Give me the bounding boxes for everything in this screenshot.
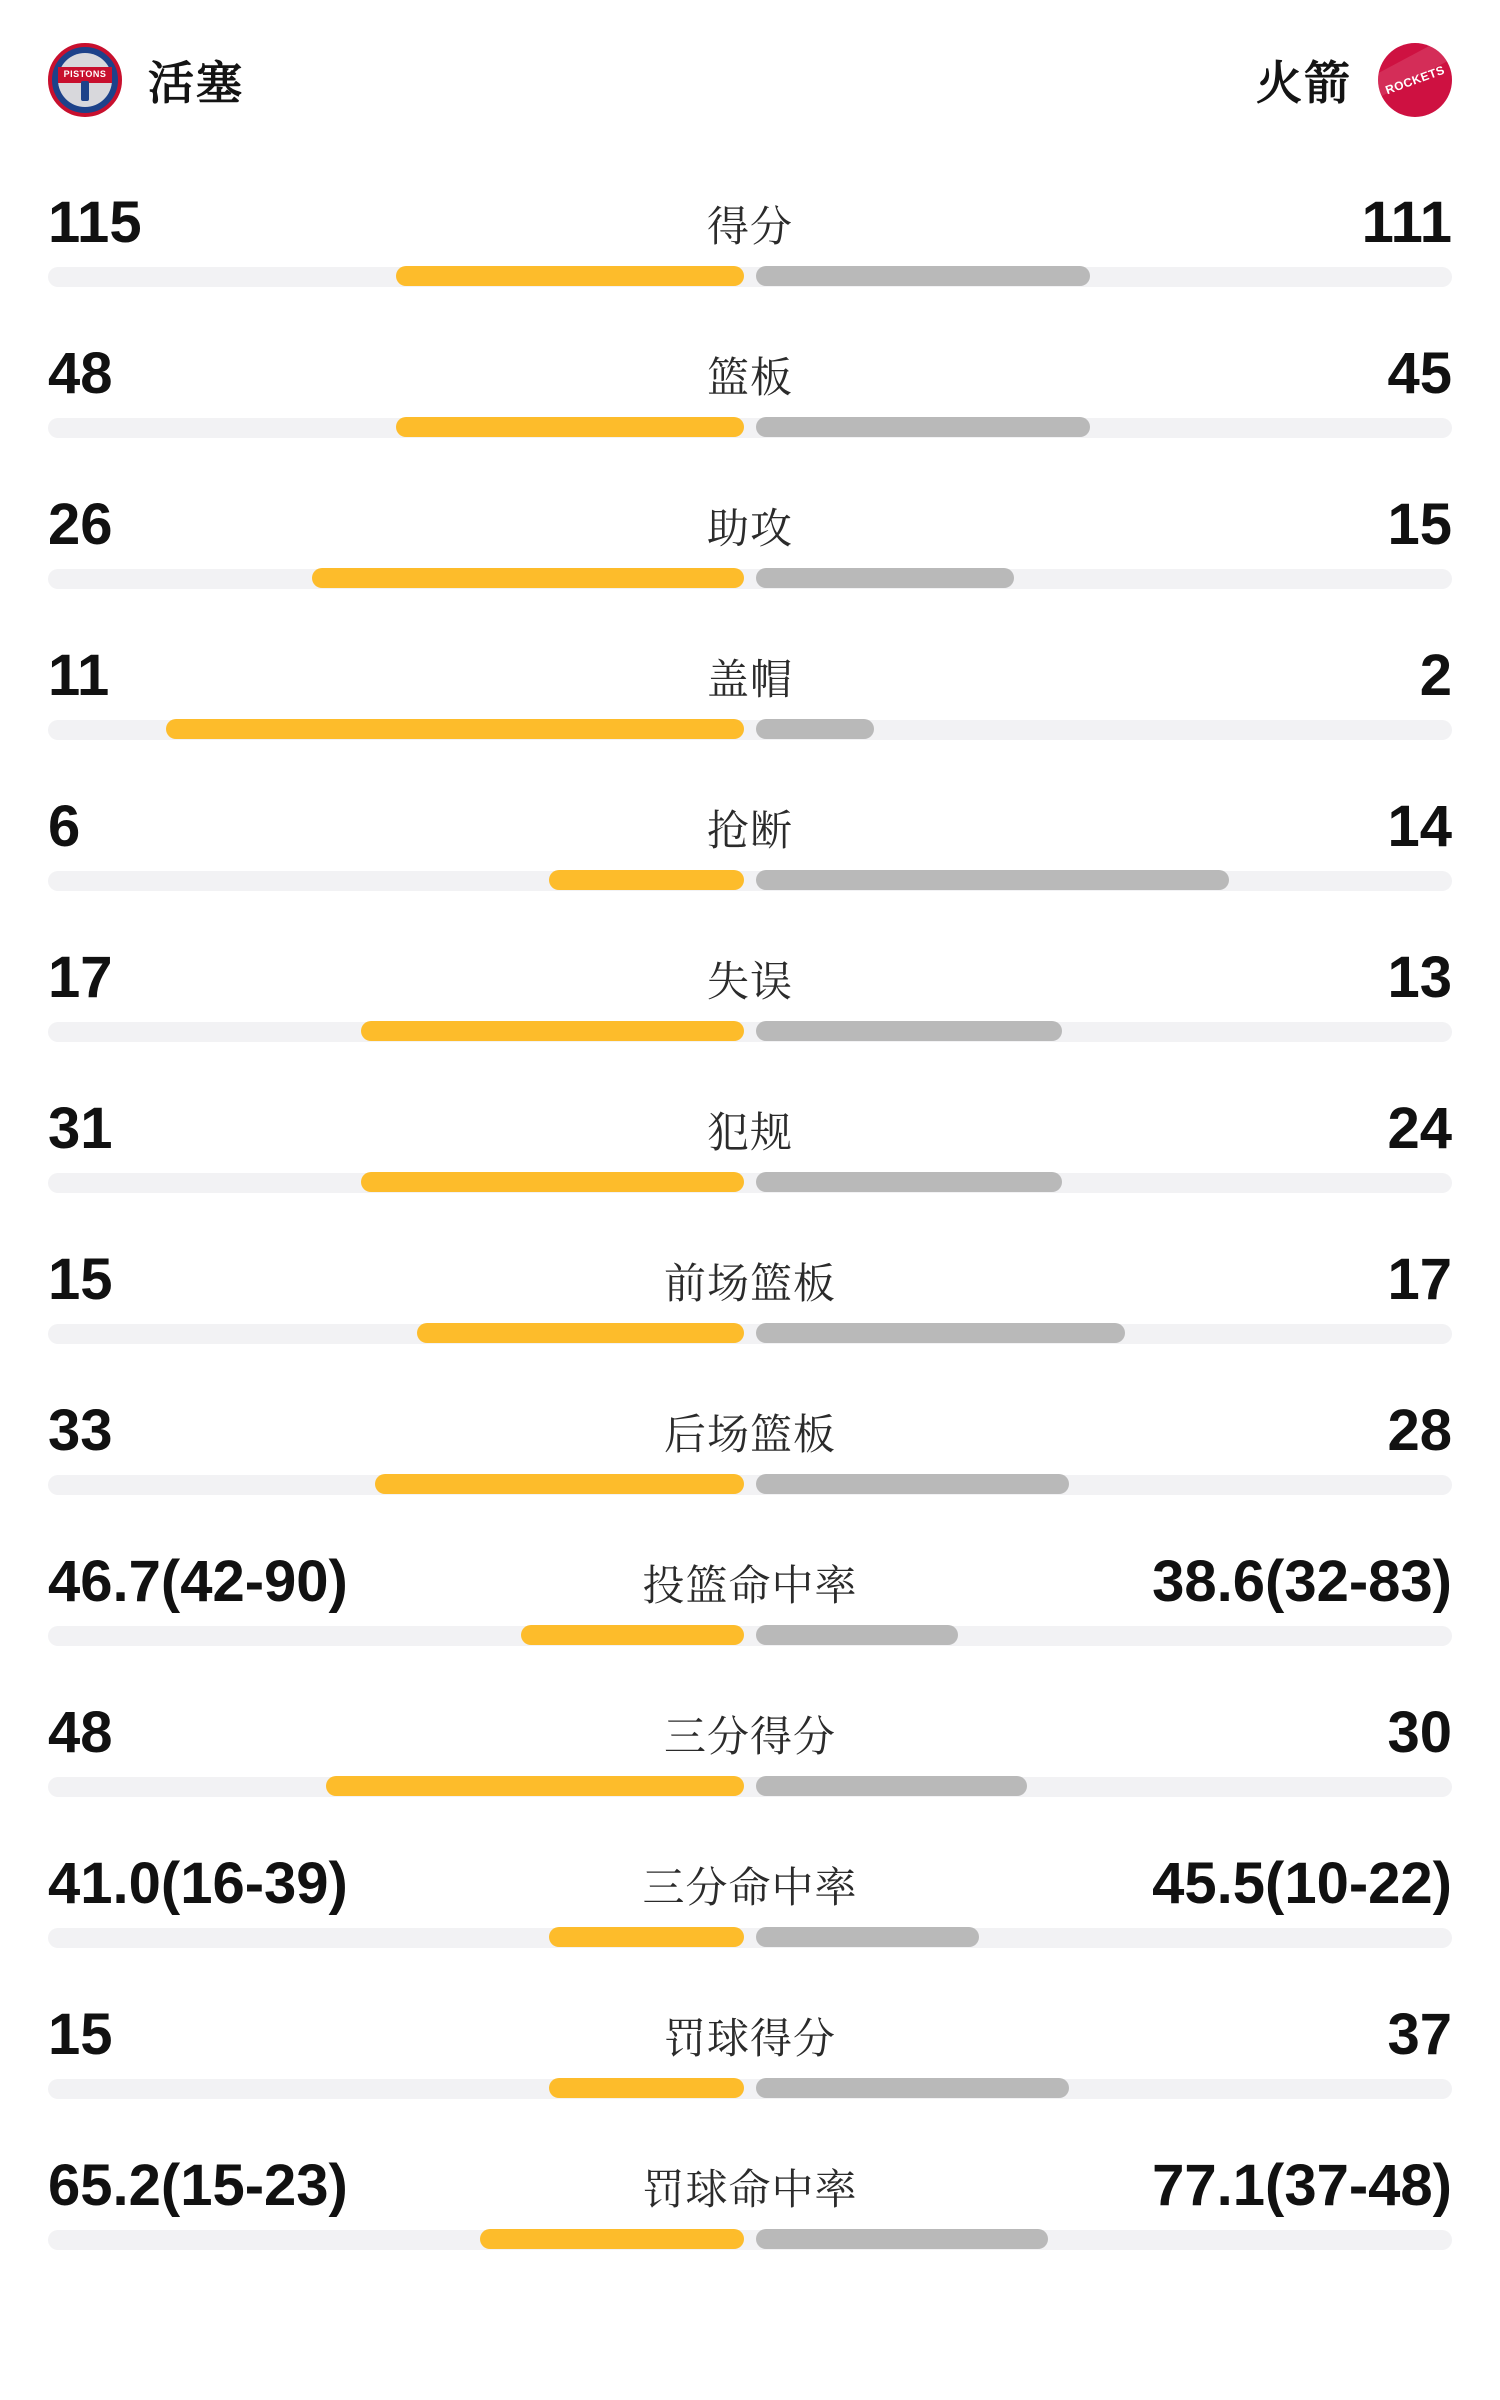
stat-values	[48, 1666, 1452, 1765]
stat-bars	[48, 2229, 1452, 2251]
stat-values	[48, 1817, 1452, 1916]
stat-row	[48, 1666, 1452, 1817]
stat-label: 得分	[706, 203, 793, 250]
left-bar	[375, 1474, 744, 1494]
left-bar	[166, 719, 744, 739]
right-stat-value: 17	[1387, 1247, 1452, 1312]
stat-label: 助攻	[706, 505, 793, 552]
stat-values	[48, 1515, 1452, 1614]
stat-values	[48, 609, 1452, 708]
left-stat-value: 65.2(15-23)	[48, 2153, 348, 2218]
right-stat-value: 15	[1387, 492, 1452, 557]
stat-row	[48, 1515, 1452, 1666]
stat-row	[48, 1213, 1452, 1364]
stat-label: 投篮命中率	[642, 1562, 858, 1609]
left-bar	[417, 1323, 744, 1343]
left-stat-value: 31	[48, 1096, 113, 1161]
right-stat-value: 111	[1361, 190, 1452, 255]
stat-bars	[48, 2078, 1452, 2100]
stat-row	[48, 2119, 1452, 2270]
left-stat-value: 48	[48, 1700, 113, 1765]
right-stat-value: 28	[1387, 1398, 1452, 1463]
right-stat-value: 38.6(32-83)	[1152, 1549, 1452, 1614]
right-stat-value: 14	[1387, 794, 1452, 859]
stat-row	[48, 156, 1452, 307]
stat-label: 失误	[706, 958, 793, 1005]
right-bar	[756, 1474, 1069, 1494]
left-stat-value: 15	[48, 1247, 113, 1312]
rockets-logo-text: ROCKETS	[1383, 62, 1447, 98]
left-bar	[396, 266, 744, 286]
right-stat-value: 45	[1387, 341, 1452, 406]
stat-values	[48, 1364, 1452, 1463]
stat-values	[48, 760, 1452, 859]
left-stat-value: 11	[48, 643, 110, 708]
stat-bars	[48, 1927, 1452, 1949]
stat-row	[48, 1968, 1452, 2119]
right-bar	[756, 2229, 1048, 2249]
stat-bars	[48, 266, 1452, 288]
left-bar	[480, 2229, 744, 2249]
stat-row	[48, 760, 1452, 911]
stat-list	[48, 156, 1452, 2270]
stat-bars	[48, 870, 1452, 892]
stat-row	[48, 307, 1452, 458]
right-bar	[756, 266, 1090, 286]
right-bar	[756, 1625, 958, 1645]
right-stat-value: 24	[1387, 1096, 1452, 1161]
stat-label: 后场篮板	[663, 1411, 836, 1458]
left-stat-value: 48	[48, 341, 113, 406]
right-bar	[756, 1776, 1027, 1796]
left-stat-value: 15	[48, 2002, 113, 2067]
stat-bars	[48, 1172, 1452, 1194]
stat-values	[48, 911, 1452, 1010]
stat-values	[48, 1968, 1452, 2067]
stat-bars	[48, 1474, 1452, 1496]
stat-bars	[48, 417, 1452, 439]
right-stat-value: 2	[1419, 643, 1452, 708]
pistons-logo-text: PISTONS	[63, 69, 107, 79]
rockets-logo-icon	[1378, 43, 1452, 117]
left-stat-value: 33	[48, 1398, 113, 1463]
pistons-logo-icon	[48, 43, 122, 117]
left-team-name: 活塞	[148, 57, 244, 109]
stat-row	[48, 458, 1452, 609]
stat-label: 篮板	[706, 354, 793, 401]
right-bar	[756, 870, 1229, 890]
left-bar	[361, 1172, 744, 1192]
stat-row	[48, 609, 1452, 760]
right-stat-value: 37	[1387, 2002, 1452, 2067]
right-stat-value: 77.1(37-48)	[1152, 2153, 1452, 2218]
teams-header	[48, 0, 1452, 150]
stat-label: 三分命中率	[642, 1864, 858, 1911]
left-bar	[549, 870, 744, 890]
stat-label: 罚球命中率	[642, 2166, 858, 2213]
left-bar	[396, 417, 744, 437]
left-team	[48, 43, 244, 117]
stat-label: 盖帽	[706, 656, 793, 703]
stat-row	[48, 911, 1452, 1062]
left-stat-value: 46.7(42-90)	[48, 1549, 348, 1614]
left-bar	[549, 1927, 744, 1947]
left-bar	[549, 2078, 744, 2098]
stat-bars	[48, 1323, 1452, 1345]
right-bar	[756, 417, 1090, 437]
right-bar	[756, 2078, 1069, 2098]
right-bar	[756, 568, 1014, 588]
left-stat-value: 26	[48, 492, 113, 557]
left-bar	[361, 1021, 744, 1041]
stat-bars	[48, 568, 1452, 590]
left-stat-value: 115	[48, 190, 142, 255]
stat-values	[48, 156, 1452, 255]
right-stat-value: 45.5(10-22)	[1152, 1851, 1452, 1916]
stat-values	[48, 458, 1452, 557]
right-bar	[756, 1323, 1125, 1343]
stat-label: 三分得分	[663, 1713, 836, 1760]
right-team-name: 火箭	[1256, 57, 1352, 109]
stat-values	[48, 2119, 1452, 2218]
stat-label: 前场篮板	[663, 1260, 836, 1307]
right-stat-value: 13	[1387, 945, 1452, 1010]
stat-bars	[48, 1021, 1452, 1043]
left-bar	[521, 1625, 744, 1645]
stat-row	[48, 1364, 1452, 1515]
stat-bars	[48, 1776, 1452, 1798]
right-bar	[756, 1927, 979, 1947]
left-stat-value: 17	[48, 945, 113, 1010]
stat-bars	[48, 719, 1452, 741]
stat-row	[48, 1062, 1452, 1213]
stat-values	[48, 307, 1452, 406]
right-bar	[756, 719, 874, 739]
right-stat-value: 30	[1387, 1700, 1452, 1765]
stat-bars	[48, 1625, 1452, 1647]
stat-row	[48, 1817, 1452, 1968]
stat-values	[48, 1213, 1452, 1312]
left-stat-value: 6	[48, 794, 81, 859]
right-bar	[756, 1021, 1062, 1041]
right-bar	[756, 1172, 1062, 1192]
stat-label: 犯规	[706, 1109, 793, 1156]
left-bar	[326, 1776, 744, 1796]
stat-values	[48, 1062, 1452, 1161]
stat-label: 抢断	[706, 807, 793, 854]
left-bar	[312, 568, 744, 588]
left-stat-value: 41.0(16-39)	[48, 1851, 348, 1916]
stat-label: 罚球得分	[663, 2015, 836, 2062]
right-team	[1256, 43, 1452, 117]
